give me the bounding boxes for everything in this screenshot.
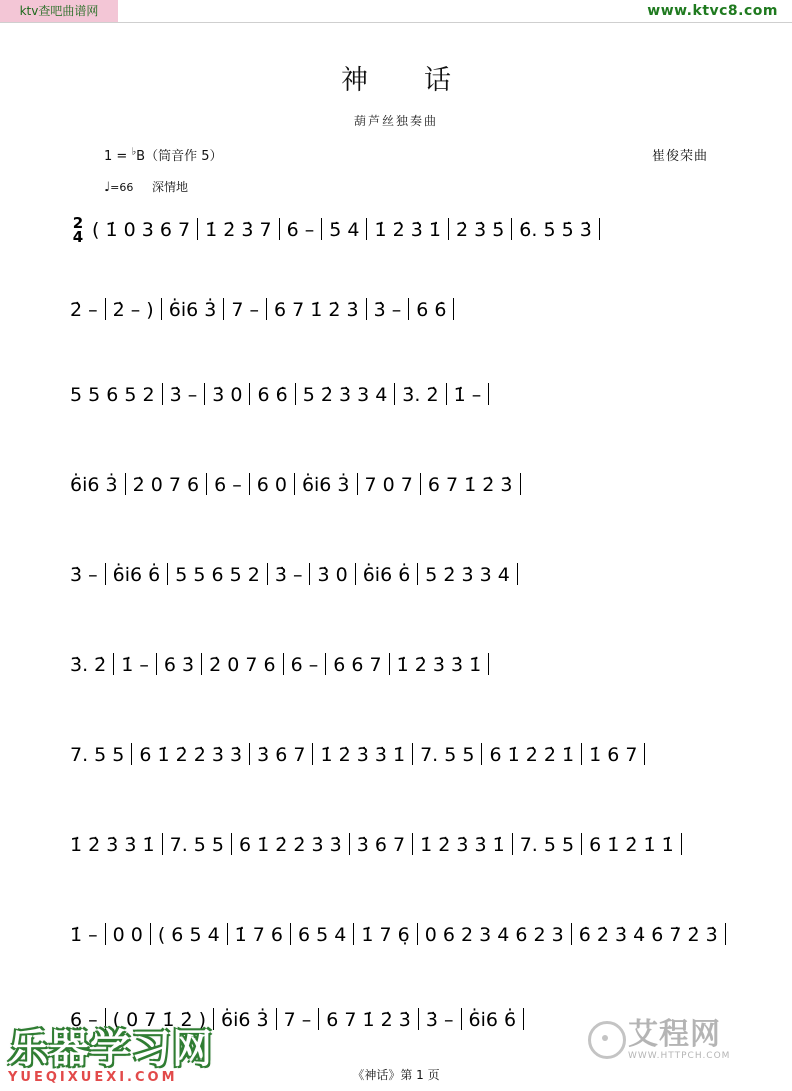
measure: 1̇ 2̇ 3̇ 7	[205, 219, 272, 241]
time-signature	[70, 210, 86, 250]
barline-end	[488, 653, 489, 675]
barline	[412, 833, 413, 855]
page-title: 神话	[341, 65, 507, 96]
measure: 6 7 1̇ 2̇ 3̇	[326, 1009, 411, 1031]
measure: 3̇ –	[274, 564, 303, 586]
barline	[581, 833, 582, 855]
measure: 3̇ 6 7	[257, 744, 306, 766]
measure: 3̇. 2̇	[70, 654, 107, 676]
music-system	[70, 645, 730, 685]
tempo-marking	[104, 180, 133, 195]
measure: 3̇ 6 7	[356, 834, 406, 856]
barline	[249, 743, 250, 765]
barline	[461, 1008, 462, 1030]
music-system	[70, 735, 730, 775]
measure: 6 7 1̇ 2̇ 3̇	[273, 299, 359, 321]
measure: 6 3̇	[163, 654, 195, 676]
measure: 5 2̇ 3̇ 3 4	[425, 564, 510, 586]
barline	[512, 833, 513, 855]
measure: 1̇ 2̇ 3̇ 3̇ 1̇	[320, 744, 406, 766]
barline	[581, 743, 582, 765]
measure: 7. 5 5	[420, 744, 475, 766]
barline	[213, 1008, 214, 1030]
measure: 6̇ı̇6 3̇	[168, 299, 217, 321]
barline	[417, 563, 418, 585]
measure: 7 0 7	[364, 474, 413, 496]
watermark-top-left: ktv查吧曲谱网	[0, 0, 118, 22]
barline	[571, 923, 572, 945]
watermark-bottom-right-main: 艾程网	[628, 1017, 721, 1052]
measure: 6̇. 5̇ 5̇ 3̇	[519, 219, 592, 241]
barline	[408, 298, 409, 320]
measure: 6̇ı̇6 6̇	[112, 564, 161, 586]
measure: 1̇ –	[453, 384, 482, 406]
music-system	[70, 210, 730, 250]
barline	[125, 473, 126, 495]
measure: 5̇ 4	[329, 219, 360, 241]
barline	[389, 653, 390, 675]
measure: 6̣ –	[70, 1009, 98, 1031]
measure: 5 2̇ 3̇ 3 4	[302, 384, 388, 406]
barline	[312, 743, 313, 765]
barline-end	[520, 473, 521, 495]
measure: 6 1̇ 2̇ 2̇ 3̇ 3̇	[239, 834, 342, 856]
barline	[105, 923, 106, 945]
measure: 6 0	[256, 474, 287, 496]
watermark-bottom-left	[8, 1017, 213, 1085]
music-system	[70, 915, 730, 955]
measure: 2̇ 3̇ 5̇	[455, 219, 505, 241]
watermark-bottom-right	[588, 1019, 778, 1071]
measure: ( 0 7 1̇ 2̇ )	[112, 1009, 207, 1031]
composer-credit: 崔俊荣曲	[651, 149, 708, 164]
barline	[394, 383, 395, 405]
page-subtitle: 葫芦丝独奏曲	[353, 114, 438, 128]
measure: 7. 5 5	[70, 744, 125, 766]
measure: 3̇ 0	[212, 384, 243, 406]
barline	[167, 563, 168, 585]
disc-icon	[588, 1021, 626, 1059]
barline-end	[644, 743, 645, 765]
barline	[353, 923, 354, 945]
watermark-bottom-left-main: 乐器学习网	[8, 1026, 213, 1072]
measure: 7. 5 5	[169, 834, 224, 856]
measure: 3̇ –	[425, 1009, 454, 1031]
measure: 6 1̇ 2̇ 1̇ 1̇	[589, 834, 674, 856]
barline	[105, 563, 106, 585]
measure: 6̇ 2̇ 3̇ 4̇ 6̇ 7̇ 2̇ 3̇	[578, 924, 718, 946]
measure: 6 1̇ 2̇ 2̇ 1̇	[489, 744, 575, 766]
header-divider	[0, 22, 792, 23]
barline	[355, 563, 356, 585]
barline	[201, 653, 202, 675]
measure: 0 0	[112, 924, 143, 946]
measure: 6 6̇	[257, 384, 288, 406]
measure: 2̇ 0 7 6	[132, 474, 200, 496]
measure: 6̇ı̇6 6̇	[468, 1009, 517, 1031]
barline	[231, 833, 232, 855]
barline	[204, 383, 205, 405]
measure: 1̇ 2̇ 3̇ 3̇ 1̇	[420, 834, 505, 856]
measure: 1̇ –	[70, 924, 98, 946]
barline	[349, 833, 350, 855]
barline	[325, 653, 326, 675]
watermark-top-right: www.ktvc8.com	[647, 3, 778, 19]
measure: 6 7 1̇ 2̇ 3̇	[427, 474, 513, 496]
measure: 2̇ – )	[112, 299, 154, 321]
barline	[150, 923, 151, 945]
page-footer: 《神话》第 1 页	[352, 1068, 440, 1082]
barline-end	[488, 383, 489, 405]
measure: 3̇. 2̇	[402, 384, 439, 406]
barline	[417, 923, 418, 945]
time-signature-denominator: 4	[72, 228, 84, 246]
measure: 1̇ –	[121, 654, 149, 676]
barline-end	[681, 833, 682, 855]
key-signature	[104, 145, 222, 164]
barline	[448, 218, 449, 240]
measure: 3̇ –	[70, 564, 98, 586]
barline	[156, 653, 157, 675]
measure: 6̇ı̇6 3̇	[70, 474, 118, 496]
measure: 6 –	[290, 654, 319, 676]
barline	[267, 563, 268, 585]
measure: 7 –	[231, 299, 259, 321]
music-system	[70, 825, 730, 865]
barline	[276, 1008, 277, 1030]
barline	[227, 923, 228, 945]
music-system	[70, 555, 730, 595]
measure: 1̇ 6 7	[589, 744, 638, 766]
measure: 0 6 2 3 4 6 2 3	[424, 924, 564, 946]
barline	[366, 298, 367, 320]
barline	[446, 383, 447, 405]
barline	[295, 383, 296, 405]
measure: 6 5 4	[298, 924, 347, 946]
barline	[249, 473, 250, 495]
measure: 6̇ı̇6 3̇	[301, 474, 350, 496]
barline	[418, 1008, 419, 1030]
barline	[290, 923, 291, 945]
measure: 3̇ 0	[317, 564, 348, 586]
key-signature-note: B	[136, 149, 146, 164]
measure: 6 6 7	[333, 654, 382, 676]
barline	[309, 563, 310, 585]
barline	[412, 743, 413, 765]
barline-end	[517, 563, 518, 585]
measure: 7 –	[283, 1009, 312, 1031]
measure: 1̇ 7 6	[234, 924, 284, 946]
measure: 5 5 6 5 2	[175, 564, 260, 586]
barline-end	[599, 218, 600, 240]
barline	[357, 473, 358, 495]
barline-end	[725, 923, 726, 945]
measure: 3̇ –	[169, 384, 198, 406]
measure: 1̇ 7 6̣	[361, 924, 410, 946]
barline	[279, 218, 280, 240]
barline	[283, 653, 284, 675]
measure: ( 6 5 4	[157, 924, 220, 946]
measure: 3̇ –	[373, 299, 402, 321]
barline	[294, 473, 295, 495]
measure: 2̇ –	[70, 299, 98, 321]
barline-end	[453, 298, 454, 320]
barline	[105, 298, 106, 320]
measure: ( 1̇ 0 3 6 7	[92, 219, 191, 241]
measure: 1̇ 2̇ 3̇ 1̇	[374, 219, 441, 241]
watermark-bottom-left-sub: YUEQIXUEXI.COM	[8, 1070, 178, 1085]
flat-icon: ♭	[131, 146, 137, 158]
measure: 1̇ 2̇ 3̇ 3̇ 1̇	[396, 654, 482, 676]
measure: 2̇ 0 7 6	[209, 654, 276, 676]
barline	[318, 1008, 319, 1030]
measure: 6̇ı̇6 3̇	[221, 1009, 269, 1031]
barline-end	[523, 1008, 524, 1030]
key-signature-paren: （筒音作 5）	[145, 149, 223, 164]
music-system	[70, 375, 730, 415]
music-system	[70, 290, 730, 330]
time-signature-numerator: 2	[72, 214, 84, 232]
music-system	[70, 465, 730, 505]
barline	[206, 473, 207, 495]
measure: 7. 5 5	[519, 834, 575, 856]
watermark-bottom-right-sub: WWW.HTTPCH.COM	[628, 1051, 731, 1061]
barline	[161, 298, 162, 320]
barline	[197, 218, 198, 240]
measure: 6 –	[214, 474, 242, 496]
expression-marking: 深情地	[152, 180, 189, 194]
barline	[162, 833, 163, 855]
barline	[321, 218, 322, 240]
barline	[511, 218, 512, 240]
quarter-note-icon: ♩	[104, 180, 111, 195]
measure: 6̇ –	[286, 219, 315, 241]
measure: 1̇ 2̇ 3̇ 3̇ 1̇	[70, 834, 155, 856]
barline	[420, 473, 421, 495]
key-signature-prefix: 1 =	[104, 149, 132, 164]
barline	[162, 383, 163, 405]
barline	[113, 653, 114, 675]
barline	[481, 743, 482, 765]
measure: 5 5 6 5 2	[70, 384, 155, 406]
tempo-value: =66	[110, 181, 134, 194]
barline	[249, 383, 250, 405]
barline	[366, 218, 367, 240]
barline	[266, 298, 267, 320]
measure: 6 6̇	[416, 299, 447, 321]
barline	[131, 743, 132, 765]
measure: 6 1̇ 2̇ 2̇ 3̇ 3̇	[139, 744, 243, 766]
barline	[223, 298, 224, 320]
measure: 6̇ı̇6 6̇	[362, 564, 411, 586]
